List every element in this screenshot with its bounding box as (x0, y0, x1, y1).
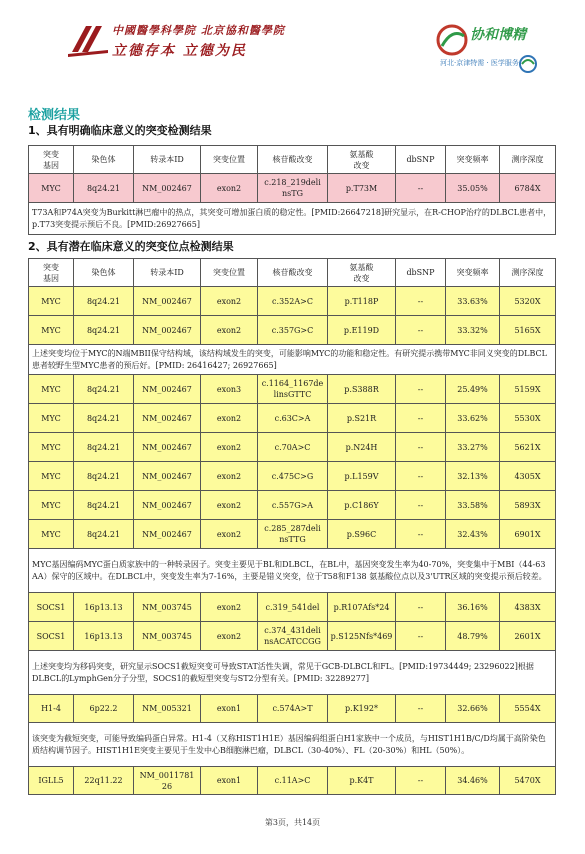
interpretation-note: 该突变为截短突变，可能导致编码蛋白异常。H1-4（又称HIST1H1E）基因编码组蛋白H1家族中一个成员，与HIST1H1B/C/D均属于高阶染色质结构调节因子。HIST1H1E突变主要见于生发中心B细胞淋巴瘤，DLBCL（30-40%）、FL（20-30%）和HL（50%）。 (29, 723, 556, 767)
cell-gene: H1-4 (29, 695, 74, 723)
table-header-row (29, 259, 556, 287)
cell-transcript-id: NM_003745 (134, 622, 201, 651)
cell-location: exon2 (201, 174, 258, 203)
cell-dbsnp: -- (396, 593, 446, 622)
cell-depth: 5470X (500, 767, 556, 795)
cell-depth: 2601X (500, 622, 556, 651)
brand-subtitle: 河北·京津特需 · 医学服务 (440, 59, 519, 67)
cell-nucleotide-change: c.70A>C (258, 433, 328, 462)
cell-frequency: 48.79% (446, 622, 500, 651)
cell-gene: MYC (29, 491, 74, 520)
cell-frequency: 32.13% (446, 462, 500, 491)
cell-location: exon2 (201, 593, 258, 622)
table-row (29, 491, 556, 520)
cell-location: exon2 (201, 316, 258, 345)
cell-depth: 5621X (500, 433, 556, 462)
column-header-amino-acid-change: 氨基酸 改变 (328, 259, 396, 287)
cell-chromosome: 16p13.13 (74, 622, 134, 651)
cell-location: exon2 (201, 491, 258, 520)
cell-location: exon2 (201, 462, 258, 491)
cell-transcript-id: NM_002467 (134, 316, 201, 345)
cell-gene: MYC (29, 174, 74, 203)
cell-amino-acid-change: p.S21R (328, 404, 396, 433)
cell-amino-acid-change: p.S96C (328, 520, 396, 549)
cell-frequency: 32.43% (446, 520, 500, 549)
cell-location: exon2 (201, 433, 258, 462)
column-header-amino-acid-change: 氨基酸 改变 (328, 146, 396, 174)
column-header-depth: 测序深度 (500, 146, 556, 174)
interpretation-note: T73A和P74A突变为Burkitt淋巴瘤中的热点，其突变可增加蛋白质的稳定性。[PMID:26647218]研究显示，在R-CHOP治疗的DLBCL患者中，p.T73突变提示预后不良。[PMID:26927665] (29, 203, 556, 235)
column-header-dbsnp: dbSNP (396, 146, 446, 174)
cell-transcript-id: NM_002467 (134, 174, 201, 203)
page-header (0, 0, 585, 90)
cell-amino-acid-change: p.R107Afs*24 (328, 593, 396, 622)
cell-depth: 5159X (500, 375, 556, 404)
cell-amino-acid-change: p.L159V (328, 462, 396, 491)
column-header-depth: 测序深度 (500, 259, 556, 287)
cell-chromosome: 8q24.21 (74, 375, 134, 404)
cell-gene: SOCS1 (29, 622, 74, 651)
cell-amino-acid-change: p.T118P (328, 287, 396, 316)
clinical-mutation-table (28, 145, 556, 235)
institution-logo-icon (68, 20, 108, 58)
table-row (29, 404, 556, 433)
cell-amino-acid-change: p.N24H (328, 433, 396, 462)
cell-gene: IGLL5 (29, 767, 74, 795)
cell-nucleotide-change: c.11A>C (258, 767, 328, 795)
cell-dbsnp: -- (396, 622, 446, 651)
interpretation-note: 上述突变均位于MYC的N端MBII保守结构域，该结构域发生的突变，可能影响MYC的功能和稳定性。有研究提示携带MYC非同义突变的DLBCL患者较野生型MYC患者的预后好。[PMID: 26416427; 26927665] (29, 345, 556, 375)
cell-gene: MYC (29, 375, 74, 404)
cell-transcript-id: NM_003745 (134, 593, 201, 622)
cell-depth: 6901X (500, 520, 556, 549)
cell-dbsnp: -- (396, 462, 446, 491)
cell-frequency: 25.49% (446, 375, 500, 404)
column-header-frequency: 突变频率 (446, 259, 500, 287)
cell-gene: MYC (29, 462, 74, 491)
cell-gene: SOCS1 (29, 593, 74, 622)
cell-frequency: 33.63% (446, 287, 500, 316)
table-row (29, 695, 556, 723)
column-header-chromosome: 染色体 (74, 259, 134, 287)
cell-amino-acid-change: p.T73M (328, 174, 396, 203)
cell-amino-acid-change: p.C186Y (328, 491, 396, 520)
cell-depth: 6784X (500, 174, 556, 203)
cell-frequency: 34.46% (446, 767, 500, 795)
cell-nucleotide-change: c.557G>A (258, 491, 328, 520)
column-header-location: 突变位置 (201, 259, 258, 287)
page-title: 检测结果 (28, 108, 81, 123)
cell-dbsnp: -- (396, 287, 446, 316)
cell-frequency: 33.58% (446, 491, 500, 520)
table-row (29, 767, 556, 795)
column-header-dbsnp: dbSNP (396, 259, 446, 287)
interpretation-note-row (29, 651, 556, 695)
column-header-gene: 突变 基因 (29, 259, 74, 287)
cell-amino-acid-change: p.K192* (328, 695, 396, 723)
cell-dbsnp: -- (396, 316, 446, 345)
cell-dbsnp: -- (396, 767, 446, 795)
cell-transcript-id: NM_002467 (134, 462, 201, 491)
cell-frequency: 36.16% (446, 593, 500, 622)
cell-dbsnp: -- (396, 433, 446, 462)
cell-depth: 4305X (500, 462, 556, 491)
table-row (29, 462, 556, 491)
cell-transcript-id: NM_002467 (134, 287, 201, 316)
cell-chromosome: 8q24.21 (74, 287, 134, 316)
interpretation-note-row (29, 345, 556, 375)
column-header-location: 突变位置 (201, 146, 258, 174)
cell-chromosome: 8q24.21 (74, 433, 134, 462)
cell-chromosome: 8q24.21 (74, 491, 134, 520)
cell-gene: MYC (29, 316, 74, 345)
interpretation-note-row (29, 203, 556, 235)
cell-nucleotide-change: c.1164_1167de linsGTTC (258, 375, 328, 404)
cell-nucleotide-change: c.374_431deli nsACATCCGG (258, 622, 328, 651)
cell-location: exon3 (201, 375, 258, 404)
cell-transcript-id: NM_002467 (134, 520, 201, 549)
cell-chromosome: 8q24.21 (74, 520, 134, 549)
table-row (29, 593, 556, 622)
column-header-nucleotide-change: 核苷酸改变 (258, 146, 328, 174)
cell-nucleotide-change: c.285_287deli nsTTG (258, 520, 328, 549)
cell-dbsnp: -- (396, 695, 446, 723)
cell-amino-acid-change: p.S388R (328, 375, 396, 404)
cell-transcript-id: NM_002467 (134, 404, 201, 433)
cell-location: exon1 (201, 695, 258, 723)
cell-nucleotide-change: c.475C>G (258, 462, 328, 491)
cell-dbsnp: -- (396, 375, 446, 404)
cell-transcript-id: NM_002467 (134, 491, 201, 520)
cell-amino-acid-change: p.K4T (328, 767, 396, 795)
interpretation-note: MYC基因编码MYC蛋白质家族中的一种转录因子。突变主要见于BL和DLBCL，在BL中，基因突变发生率为40-70%，突变集中于MBI（44-63 AA）保守的区域中。在DLBCL中，突变发生率为7-16%，主要是错义突变，位于T58和F138 氨基酸位点以及3'UTR区域的突变提示预后较差。 (29, 549, 556, 593)
cell-nucleotide-change: c.319_541del (258, 593, 328, 622)
cell-transcript-id: NM_002467 (134, 433, 201, 462)
cell-depth: 5165X (500, 316, 556, 345)
cell-location: exon2 (201, 622, 258, 651)
cell-depth: 5530X (500, 404, 556, 433)
cell-frequency: 35.05% (446, 174, 500, 203)
section1-title: 1、具有明确临床意义的突变检测结果 (28, 124, 212, 137)
interpretation-note-row (29, 549, 556, 593)
cell-gene: MYC (29, 404, 74, 433)
cell-frequency: 32.66% (446, 695, 500, 723)
potential-mutation-table (28, 258, 556, 795)
interpretation-note: 上述突变均为移码突变，研究显示SOCS1截短突变可导致STAT活性失调，常见于GCB-DLBCL和FL。[PMID:19734449; 23296022]根据DLBCL的LymphGen分子分型，SOCS1的截短型突变与ST2分型有关。[PMID: 32289277] (29, 651, 556, 695)
cell-amino-acid-change: p.E119D (328, 316, 396, 345)
cell-frequency: 33.32% (446, 316, 500, 345)
cell-location: exon2 (201, 520, 258, 549)
column-header-frequency: 突变频率 (446, 146, 500, 174)
table-row (29, 316, 556, 345)
cell-chromosome: 8q24.21 (74, 174, 134, 203)
table-header-row (29, 146, 556, 174)
column-header-nucleotide-change: 核苷酸改变 (258, 259, 328, 287)
cell-dbsnp: -- (396, 520, 446, 549)
cell-location: exon2 (201, 404, 258, 433)
institution-name: 中國醫學科學院 北京協和醫學院 (112, 24, 285, 37)
cell-gene: MYC (29, 287, 74, 316)
cell-nucleotide-change: c.63C>A (258, 404, 328, 433)
cell-nucleotide-change: c.352A>C (258, 287, 328, 316)
table-row (29, 433, 556, 462)
column-header-chromosome: 染色体 (74, 146, 134, 174)
cell-depth: 4383X (500, 593, 556, 622)
cell-depth: 5893X (500, 491, 556, 520)
cell-nucleotide-change: c.218_219deli nsTG (258, 174, 328, 203)
cell-gene: MYC (29, 433, 74, 462)
cell-nucleotide-change: c.357G>C (258, 316, 328, 345)
page-number: 第3页，共14页 (264, 818, 321, 827)
cell-gene: MYC (29, 520, 74, 549)
cell-dbsnp: -- (396, 174, 446, 203)
cell-dbsnp: -- (396, 491, 446, 520)
interpretation-note-row (29, 723, 556, 767)
table-row (29, 520, 556, 549)
column-header-transcript-id: 转录本ID (134, 146, 201, 174)
cell-chromosome: 6p22.2 (74, 695, 134, 723)
cell-chromosome: 8q24.21 (74, 462, 134, 491)
cell-frequency: 33.62% (446, 404, 500, 433)
cell-transcript-id: NM_005321 (134, 695, 201, 723)
institution-motto: 立德存本 立德为民 (112, 43, 247, 59)
cell-chromosome: 8q24.21 (74, 404, 134, 433)
cell-location: exon1 (201, 767, 258, 795)
table-row (29, 622, 556, 651)
table-row (29, 287, 556, 316)
column-header-transcript-id: 转录本ID (134, 259, 201, 287)
cell-chromosome: 16p13.13 (74, 593, 134, 622)
table-row (29, 174, 556, 203)
cell-chromosome: 22q11.22 (74, 767, 134, 795)
section2-title: 2、具有潜在临床意义的突变位点检测结果 (28, 240, 234, 253)
cell-location: exon2 (201, 287, 258, 316)
cell-depth: 5554X (500, 695, 556, 723)
column-header-gene: 突变 基因 (29, 146, 74, 174)
cell-transcript-id: NM_0011781 26 (134, 767, 201, 795)
cell-dbsnp: -- (396, 404, 446, 433)
table-row (29, 375, 556, 404)
cell-transcript-id: NM_002467 (134, 375, 201, 404)
cell-frequency: 33.27% (446, 433, 500, 462)
cell-nucleotide-change: c.574A>T (258, 695, 328, 723)
brand-name: 协和博精 (470, 27, 526, 43)
cell-depth: 5320X (500, 287, 556, 316)
cell-amino-acid-change: p.S125Nfs*469 (328, 622, 396, 651)
cell-chromosome: 8q24.21 (74, 316, 134, 345)
